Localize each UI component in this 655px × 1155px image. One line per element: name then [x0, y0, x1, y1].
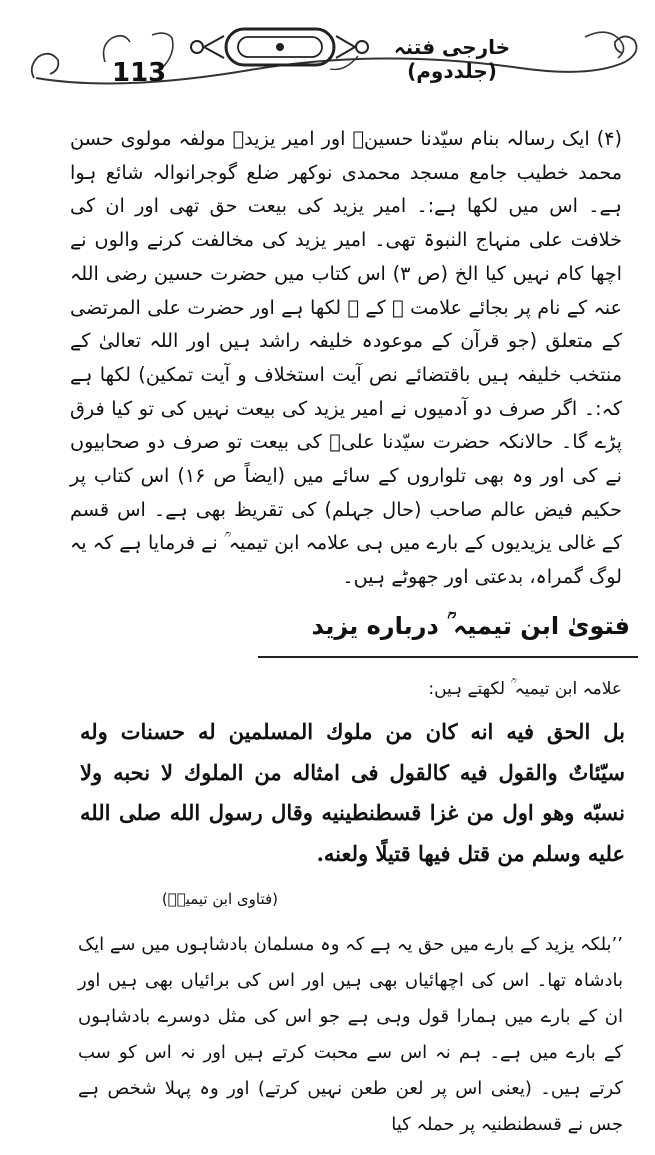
source-citation: (فتاوی ابن تیمیہؒ): [161, 890, 278, 908]
body-paragraph-block: [70, 122, 622, 594]
page-header: [0, 0, 655, 100]
body-paragraph: (۴) ایک رسالہ بنام سیّدنا حسینؓ اور امیر یزیدؒ مولفہ مولوی حسن محمد خطیب جامع مسجد محمدی نوکھر ضلع گوجرانوالہ شائع ہوا ہے۔ اس میں لکھا ہے:۔ امیر یزید کی بیعت حق تھی اور ان کی خلافت علی منہاج النبوۃ تھی۔ امیر یزید کی مخالفت کرنے والوں نے اچھا کام نہیں کیا الخ (ص ۳) اس کتاب میں حضرت حسین رضی اللہ عنہ کے نام پر بجائے علامت ؓ کے ؒ لکھا ہے اور حضرت علی المرتضی کے متعلق (جو قرآن کے موعودہ خلیفہ راشد ہیں اور اللہ تعالیٰ کے منتخب خلیفہ ہیں باقتضائے نص آیت استخلاف و آیت تمکین) لکھا ہے کہ:۔ اگر صرف دو آدمیوں نے امیر یزید کی بیعت نہیں کی تو کیا فرق پڑے گا۔ حالانکہ حضرت سیّدنا علیؓ کی بیعت تو صرف دو صحابیوں نے کی اور وہ بھی تلواروں کے سائے میں (ایضاً ص ۱۶) اس کتاب پر حکیم فیض عالم صاحب (حال جہلم) کی تقریظ بھی ہے۔ اس قسم کے غالی یزیدیوں کے بارے میں ہی علامہ ابن تیمیہ ؒ نے فرمایا ہے کہ یہ لوگ گمراہ، بدعتی اور جھوٹے ہیں۔: [70, 127, 622, 589]
translation-block: [78, 927, 623, 1143]
header-ornament-icon: [0, 0, 655, 100]
section-heading: فتویٰ ابن تیمیہ ؒ درباره یزید: [311, 612, 630, 640]
section-intro: علامہ ابن تیمیہ ؒ لکھتے ہیں:: [428, 679, 622, 699]
heading-underline: [258, 656, 638, 658]
translation-paragraph: ’’بلکہ یزید کے بارے میں حق یہ ہے کہ وہ مسلمان بادشاہوں میں سے ایک بادشاہ تھا۔ اس کی اچھائیاں بھی ہیں اور اس کی برائیاں بھی ہیں اور ان کے بارے میں ہمارا قول وہی ہے جو اس کی مثل دوسرے بادشاہوں کے بارے میں ہے۔ ہم نہ اس سے محبت کرتے ہیں اور نہ اس کو سب کرتے ہیں۔ (یعنی اس پر لعن طعن نہیں کرتے) اور وہ پہلا شخص ہے جس نے قسطنطنیہ پر حملہ کیا: [78, 934, 623, 1135]
running-title: خارجی فتنہ (جلددوم): [393, 35, 511, 83]
arabic-quote: بل الحق فيه انه كان من ملوك المسلمين له حسنات وله سيّئاتٌ والقول فيه كالقول فى امثاله من الملوك لا نحبه ولا نسبّه وهو اول من غزا قسطنطينيه وقال رسول الله صلى الله عليه وسلم من قتل فيها قتيلًا ولعنه.: [80, 719, 625, 866]
page-number: 113: [112, 58, 167, 88]
